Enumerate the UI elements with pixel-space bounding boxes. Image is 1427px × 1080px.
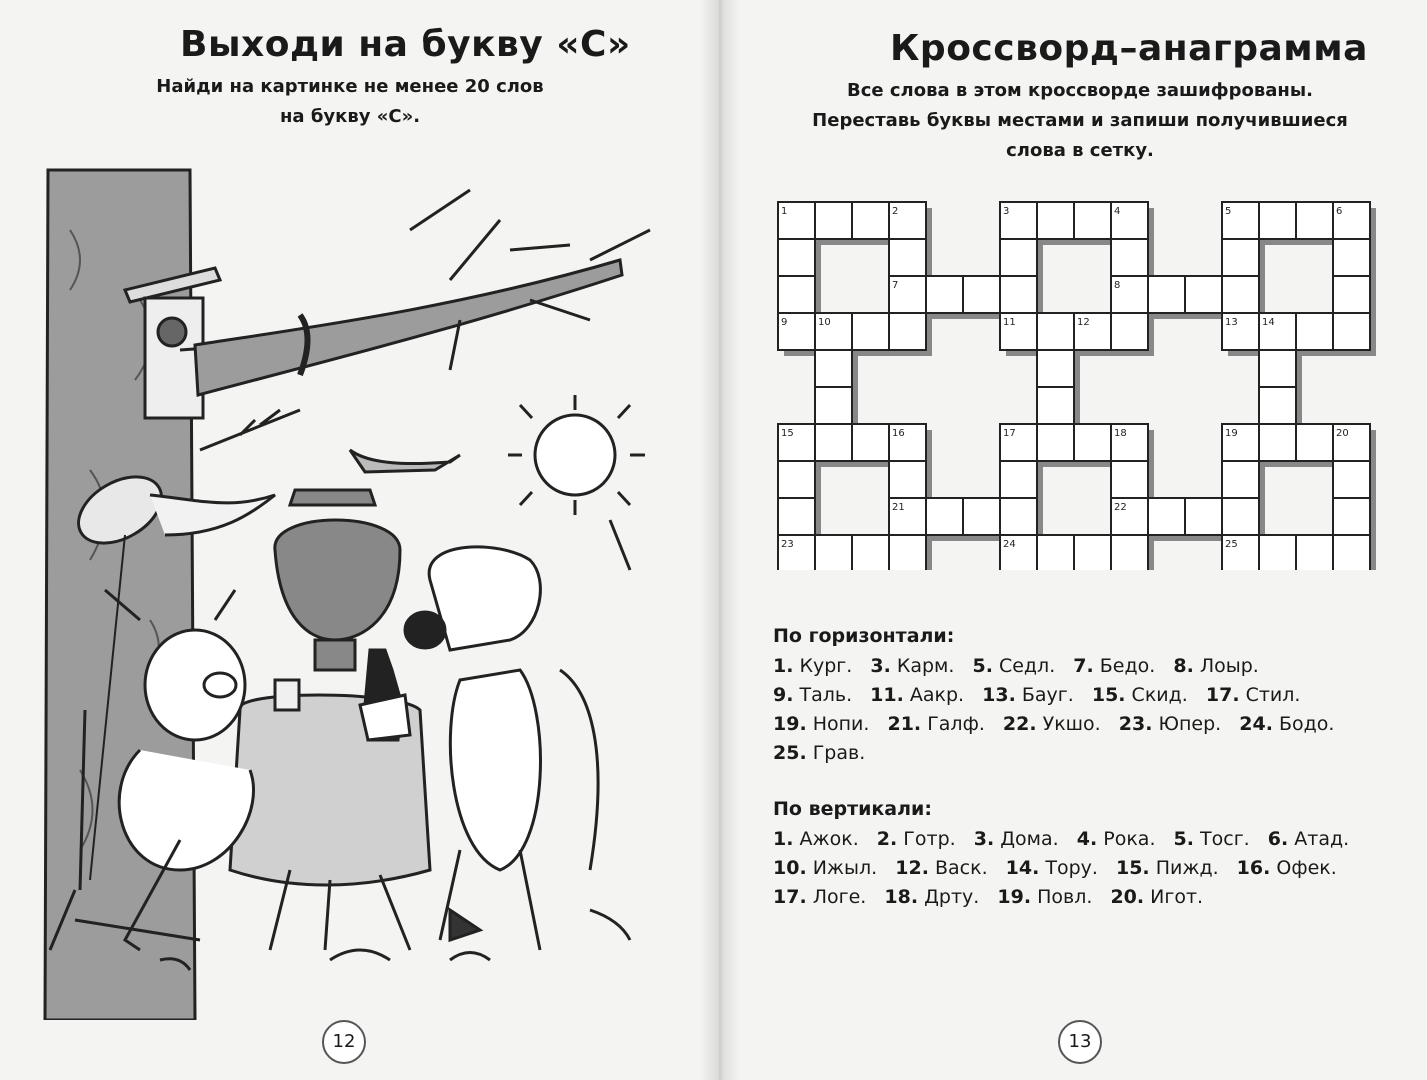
crossword-cell[interactable] — [852, 202, 889, 239]
clue-word: Грав. — [806, 742, 866, 764]
clue-number: 7. — [1073, 655, 1094, 677]
crossword-cell[interactable] — [889, 313, 926, 350]
clue-number: 4. — [1076, 828, 1098, 850]
crossword-cell[interactable] — [1296, 313, 1333, 350]
clue-number: 18. — [884, 886, 919, 908]
clue-word: Атад. — [1288, 828, 1350, 850]
page-number-left: 12 — [322, 1020, 366, 1064]
cell-number: 22 — [1114, 502, 1127, 513]
crossword-cell[interactable] — [1259, 350, 1296, 387]
cell-number: 20 — [1336, 428, 1349, 439]
crossword-cell[interactable] — [1259, 535, 1296, 570]
cell-number: 16 — [892, 428, 905, 439]
crossword-cell[interactable] — [1333, 239, 1370, 276]
clue-word: Бауг. — [1015, 684, 1080, 706]
clue-number: 15. — [1091, 684, 1126, 706]
crossword-cell[interactable] — [778, 239, 815, 276]
clue-word: Лоыр. — [1193, 655, 1259, 677]
clue-number: 17. — [1205, 684, 1240, 706]
crossword-cell[interactable] — [778, 461, 815, 498]
cell-number: 21 — [892, 502, 905, 513]
crossword-cell[interactable] — [1074, 535, 1111, 570]
cell-number: 4 — [1114, 206, 1121, 217]
clue-word: Ижыл. — [806, 857, 884, 879]
instruction-line: на букву «С». — [279, 106, 421, 127]
clue-line — [773, 713, 1346, 735]
clue-word: Укшо. — [1036, 713, 1107, 735]
clue-number: 8. — [1173, 655, 1194, 677]
horizontal-clues-heading: По горизонтали: — [773, 625, 955, 647]
instruction-line: Найди на картинке не менее 20 слов — [156, 76, 544, 97]
cell-number: 11 — [1003, 317, 1016, 328]
crossword-cell[interactable] — [1296, 202, 1333, 239]
crossword-cell[interactable] — [778, 498, 815, 535]
clue-word: Скид. — [1125, 684, 1194, 706]
crossword-cell[interactable] — [1037, 350, 1074, 387]
clue-line — [773, 886, 1215, 908]
left-page-instructions — [100, 72, 600, 132]
clue-word: Васк. — [928, 857, 994, 879]
clue-word: Кург. — [793, 655, 859, 677]
crossword-cell[interactable] — [815, 350, 852, 387]
crossword-cell[interactable] — [1111, 239, 1148, 276]
crossword-cell[interactable] — [1000, 498, 1037, 535]
crossword-cell[interactable] — [926, 276, 963, 313]
cell-number: 15 — [781, 428, 794, 439]
clue-number: 9. — [773, 684, 794, 706]
vertical-clues-heading: По вертикали: — [773, 798, 932, 820]
crossword-cell[interactable] — [1111, 535, 1148, 570]
clue-word: Повл. — [1031, 886, 1099, 908]
crossword-cell[interactable] — [1296, 424, 1333, 461]
clue-word: Аакр. — [903, 684, 971, 706]
clue-number: 19. — [997, 886, 1032, 908]
instruction-line: Все слова в этом кроссворде зашифрованы. — [847, 80, 1313, 101]
instruction-line: слова в сетку. — [1006, 140, 1154, 161]
cell-number: 7 — [892, 280, 899, 291]
crossword-cell[interactable] — [889, 535, 926, 570]
clue-word: Седл. — [992, 655, 1062, 677]
clue-word: Карм. — [890, 655, 961, 677]
clue-number: 11. — [870, 684, 904, 706]
crossword-cell[interactable] — [1259, 202, 1296, 239]
right-page-title: Кроссворд–анаграмма — [890, 28, 1368, 69]
clue-word: Бедо. — [1093, 655, 1162, 677]
crossword-cell[interactable] — [815, 424, 852, 461]
clue-number: 2. — [876, 828, 898, 850]
clue-word: Дома. — [994, 828, 1065, 850]
crossword-cell[interactable] — [1074, 424, 1111, 461]
crossword-cell[interactable] — [1148, 498, 1185, 535]
crossword-cell[interactable] — [1037, 535, 1074, 570]
cell-number: 24 — [1003, 539, 1016, 550]
clue-number: 20. — [1110, 886, 1145, 908]
clue-number: 5. — [972, 655, 993, 677]
crossword-cell[interactable] — [1259, 424, 1296, 461]
cell-number: 17 — [1003, 428, 1016, 439]
clue-word: Стил. — [1239, 684, 1301, 706]
cell-number: 18 — [1114, 428, 1127, 439]
cell-number: 23 — [781, 539, 794, 550]
crossword-cell[interactable] — [1074, 202, 1111, 239]
crossword-cell[interactable] — [815, 387, 852, 424]
instruction-line: Переставь буквы местами и запиши получившиеся — [812, 110, 1348, 131]
clue-line — [773, 655, 1271, 677]
clue-word: Рока. — [1097, 828, 1162, 850]
book-spine-shadow — [700, 0, 740, 1080]
cell-number: 14 — [1262, 317, 1275, 328]
clue-number: 19. — [773, 713, 807, 735]
clue-word: Офек. — [1270, 857, 1337, 879]
crossword-cell[interactable] — [963, 498, 1000, 535]
crossword-cell[interactable] — [1000, 461, 1037, 498]
clue-line — [773, 828, 1361, 850]
clue-number: 25. — [773, 742, 807, 764]
cell-number: 1 — [781, 206, 788, 217]
clue-number: 10. — [773, 857, 807, 879]
cell-number: 13 — [1225, 317, 1238, 328]
clue-number: 15. — [1115, 857, 1150, 879]
crossword-cell[interactable] — [1000, 276, 1037, 313]
cell-number: 6 — [1336, 206, 1343, 217]
cell-number: 25 — [1225, 539, 1238, 550]
crossword-cell[interactable] — [1037, 313, 1074, 350]
crossword-cell[interactable] — [1296, 535, 1333, 570]
crossword-grid — [770, 190, 1390, 570]
clue-line — [773, 742, 877, 764]
clue-number: 5. — [1173, 828, 1194, 850]
cell-number: 2 — [892, 206, 899, 217]
crossword-cell[interactable] — [1037, 424, 1074, 461]
crossword-cell[interactable] — [926, 498, 963, 535]
clue-word: Бодо. — [1272, 713, 1335, 735]
picnic-illustration — [30, 150, 680, 1020]
crossword-cell[interactable] — [1000, 239, 1037, 276]
crossword-cell[interactable] — [1222, 239, 1259, 276]
clue-number: 22. — [1002, 713, 1037, 735]
cell-number: 10 — [818, 317, 831, 328]
clue-line — [773, 684, 1312, 706]
left-page-title: Выходи на букву «С» — [180, 24, 631, 65]
crossword-cell[interactable] — [1222, 461, 1259, 498]
cell-number: 8 — [1114, 280, 1121, 291]
clue-number: 3. — [973, 828, 995, 850]
crossword-cell[interactable] — [1222, 276, 1259, 313]
crossword-cell[interactable] — [815, 202, 852, 239]
clue-word: Галф. — [921, 713, 991, 735]
clue-number: 21. — [887, 713, 922, 735]
clue-number: 3. — [870, 655, 891, 677]
crossword-cell[interactable] — [1111, 461, 1148, 498]
crossword-cell[interactable] — [852, 313, 889, 350]
clue-word: Дрту. — [918, 886, 986, 908]
cell-number: 12 — [1077, 317, 1090, 328]
crossword-cell[interactable] — [1333, 461, 1370, 498]
clue-word: Логе. — [806, 886, 873, 908]
clue-number: 1. — [773, 655, 794, 677]
clue-word: Игот. — [1144, 886, 1204, 908]
crossword-cell[interactable] — [1259, 387, 1296, 424]
clue-line — [773, 857, 1349, 879]
crossword-cell[interactable] — [852, 535, 889, 570]
crossword-cell[interactable] — [1037, 202, 1074, 239]
crossword-cell[interactable] — [1111, 313, 1148, 350]
crossword-cell[interactable] — [1222, 498, 1259, 535]
crossword-cell[interactable] — [963, 276, 1000, 313]
clue-number: 16. — [1236, 857, 1271, 879]
clue-word: Нопи. — [806, 713, 876, 735]
crossword-cell[interactable] — [1333, 313, 1370, 350]
clue-number: 23. — [1118, 713, 1153, 735]
cell-number: 9 — [781, 317, 788, 328]
clue-word: Тору. — [1039, 857, 1104, 879]
page-number-right: 13 — [1058, 1020, 1102, 1064]
crossword-cell[interactable] — [889, 239, 926, 276]
clue-number: 12. — [895, 857, 929, 879]
clue-number: 14. — [1005, 857, 1040, 879]
clue-number: 13. — [982, 684, 1016, 706]
crossword-cell[interactable] — [1185, 498, 1222, 535]
clue-number: 24. — [1239, 713, 1273, 735]
clue-word: Юпер. — [1152, 713, 1228, 735]
crossword-cell[interactable] — [1185, 276, 1222, 313]
cell-number: 19 — [1225, 428, 1238, 439]
clue-word: Тосг. — [1193, 828, 1256, 850]
clue-number: 17. — [773, 886, 807, 908]
cell-number: 5 — [1225, 206, 1232, 217]
crossword-cell[interactable] — [1333, 535, 1370, 570]
clue-number: 1. — [773, 828, 794, 850]
crossword-cell[interactable] — [1037, 387, 1074, 424]
crossword-cell[interactable] — [889, 461, 926, 498]
clue-word: Ажок. — [793, 828, 865, 850]
crossword-cell[interactable] — [1333, 498, 1370, 535]
crossword-cell[interactable] — [1148, 276, 1185, 313]
right-page-instructions — [770, 76, 1390, 166]
crossword-cell[interactable] — [815, 535, 852, 570]
crossword-cell[interactable] — [778, 276, 815, 313]
clue-word: Таль. — [793, 684, 859, 706]
crossword-cell[interactable] — [1333, 276, 1370, 313]
clue-word: Пижд. — [1149, 857, 1225, 879]
crossword-cell[interactable] — [852, 424, 889, 461]
clue-number: 6. — [1267, 828, 1289, 850]
clue-word: Готр. — [897, 828, 962, 850]
cell-number: 3 — [1003, 206, 1010, 217]
